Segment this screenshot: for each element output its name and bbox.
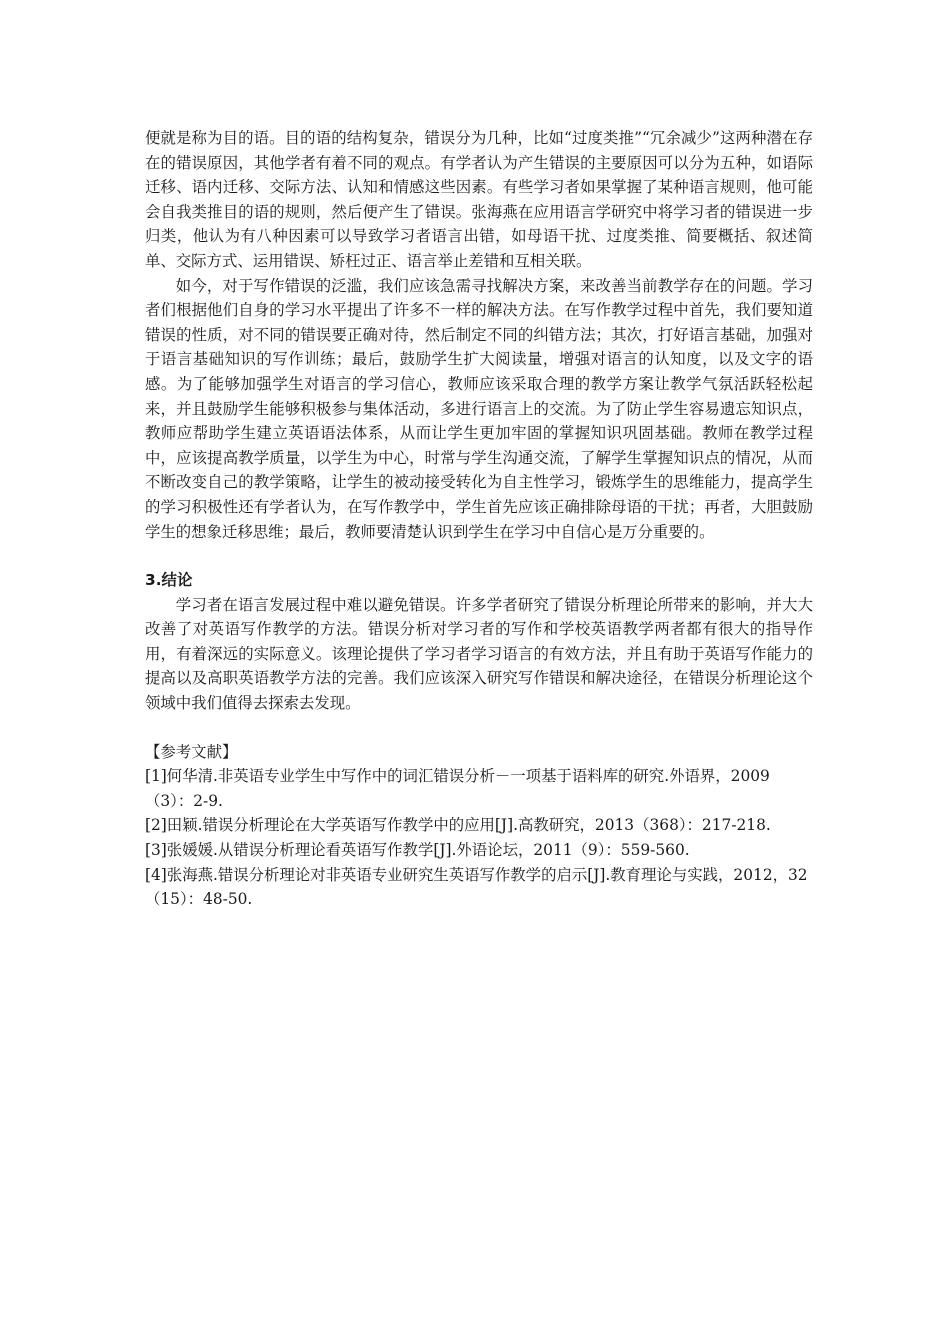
reference-item-3: [3]张媛媛.从错误分析理论看英语写作教学[J].外语论坛，2011（9）：559-560.: [145, 841, 690, 860]
document-page: [145, 126, 813, 912]
conclusion-paragraph: 学习者在语言发展过程中难以避免错误。许多学者研究了错误分析理论所带来的影响，并大大改善了对英语写作教学的方法。错误分析对学习者的写作和学校英语教学两者都有很大的指导作用，有着深远的实际意义。该理论提供了学习者学习语言的有效方法，并且有助于英语写作能力的提高以及高职英语教学方法的完善。我们应该深入研究写作错误和解决途径，在错误分析理论这个领域中我们值得去探索去发现。: [145, 595, 813, 713]
section-heading-conclusion: 3.结论: [145, 571, 193, 590]
reference-item-1: [1]何华清.非英语专业学生中写作中的词汇错误分析－一项基于语料库的研究.外语界，2009（3）：2-9.: [145, 767, 770, 810]
body-paragraph-1: 便就是称为目的语。目的语的结构复杂，错误分为几种，比如“过度类推”“冗余减少”这两种潜在存在的错误原因，其他学者有着不同的观点。有学者认为产生错误的主要原因可以分为五种，如语际迁移、语内迁移、交际方法、认知和情感这些因素。有些学习者如果掌握了某种语言规则，他可能会自我类推目的语的规则，然后便产生了错误。张海燕在应用语言学研究中将学习者的错误进一步归类，他认为有八种因素可以导致学习者语言出错，如母语干扰、过度类推、简要概括、叙述简单、交际方式、运用错误、矫枉过正、语言举止差错和互相关联。: [145, 129, 813, 270]
reference-item-2: [2]田颖.错误分析理论在大学英语写作教学中的应用[J].高教研究，2013（368）：217-218.: [145, 816, 771, 835]
reference-item-4: [4]张海燕.错误分析理论对非英语专业研究生英语写作教学的启示[J].教育理论与实践，2012，32（15）：48-50.: [145, 865, 808, 909]
references-title: 【参考文献】: [145, 742, 238, 761]
body-paragraph-2: 如今，对于写作错误的泛滥，我们应该急需寻找解决方案，来改善当前教学存在的问题。学习者们根据他们自身的学习水平提出了许多不一样的解决方法。在写作教学过程中首先，我们要知道错误的性质，对不同的错误要正确对待，然后制定不同的纠错方法；其次，打好语言基础，加强对于语言基础知识的写作训练；最后，鼓励学生扩大阅读量，增强对语言的认知度，以及文字的语感。为了能够加强学生对语言的学习信心，教师应该采取合理的教学方案让教学气氛活跃轻松起来，并且鼓励学生能够积极参与集体活动，多进行语言上的交流。为了防止学生容易遗忘知识点，教师应帮助学生建立英语语法体系，从而让学生更加牢固的掌握知识巩固基础。教师在教学过程中，应该提高教学质量，以学生为中心，时常与学生沟通交流，了解学生掌握知识点的情况，从而不断改变自己的教学策略，让学生的被动接受转化为自主性学习，锻炼学生的思维能力，提高学生的学习积极性还有学者认为，在写作教学中，学生首先应该正确排除母语的干扰；再者，大胆鼓励学生的想象迁移思维；最后，教师要清楚认识到学生在学习中自信心是万分重要的。: [145, 276, 813, 541]
